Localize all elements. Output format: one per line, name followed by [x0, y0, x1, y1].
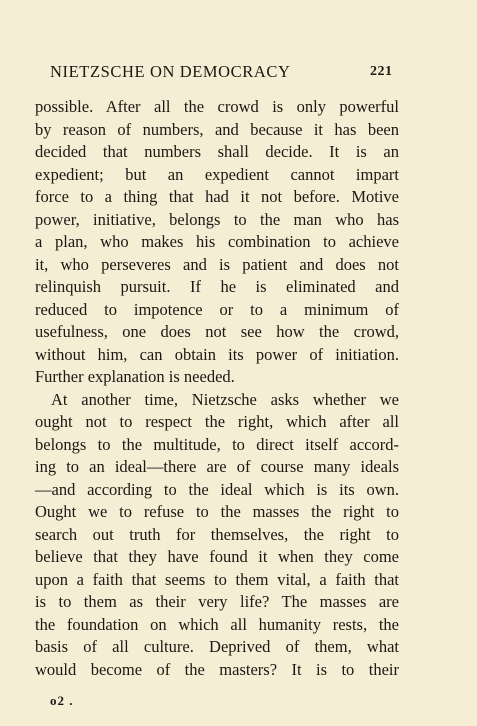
text-line: without him, can obtain its power of initiation.	[35, 344, 399, 364]
text-line: by reason of numbers, and because it has been	[35, 119, 399, 139]
text-line: Ought we to refuse to the masses the right to	[35, 502, 399, 521]
text-line: decided that numbers shall decide. It is an	[35, 142, 399, 161]
text-line: search out truth for themselves, the right to	[35, 524, 399, 544]
signature-mark: o2 .	[50, 693, 74, 708]
text-line: a plan, who makes his combination to achieve	[35, 232, 399, 251]
text-line: basis of all culture. Deprived of them, what	[35, 637, 399, 656]
text-line: force to a thing that had it not before. Motive	[35, 187, 399, 206]
paragraph	[35, 389, 399, 682]
body-text	[35, 96, 399, 681]
paragraph	[35, 96, 399, 389]
text-line: possible. After all the crowd is only powerful	[35, 97, 399, 116]
text-line: would become of the masters? It is to their	[35, 659, 399, 679]
text-line: At another time, Nietzsche asks whether we	[51, 389, 399, 409]
text-line: ought not to respect the right, which after all	[35, 412, 399, 431]
text-line: believe that they have found it when they come	[35, 547, 399, 566]
page-number: 221	[370, 64, 393, 79]
text-line: reduced to impotence or to a minimum of	[35, 299, 399, 319]
text-line: expedient; but an expedient cannot impart	[35, 164, 399, 184]
text-line: it, who perseveres and is patient and does not	[35, 254, 399, 274]
text-line: usefulness, one does not see how the crowd,	[35, 322, 399, 341]
text-line: is to them as their very life? The masses are	[35, 592, 399, 611]
text-line: Further explanation is needed.	[35, 367, 235, 386]
text-line: ing to an ideal—there are of course many ideals	[35, 457, 399, 476]
text-line: relinquish pursuit. If he is eliminated and	[35, 277, 399, 296]
text-line: upon a faith that seems to them vital, a faith that	[35, 569, 399, 589]
text-line: —and according to the ideal which is its own.	[35, 479, 399, 499]
text-line: belongs to the multitude, to direct itself accord-	[35, 434, 399, 454]
running-title: NIETZSCHE ON DEMOCRACY	[50, 62, 291, 81]
text-line: the foundation on which all humanity rests, the	[35, 614, 399, 634]
text-line: power, initiative, belongs to the man who has	[35, 209, 399, 229]
